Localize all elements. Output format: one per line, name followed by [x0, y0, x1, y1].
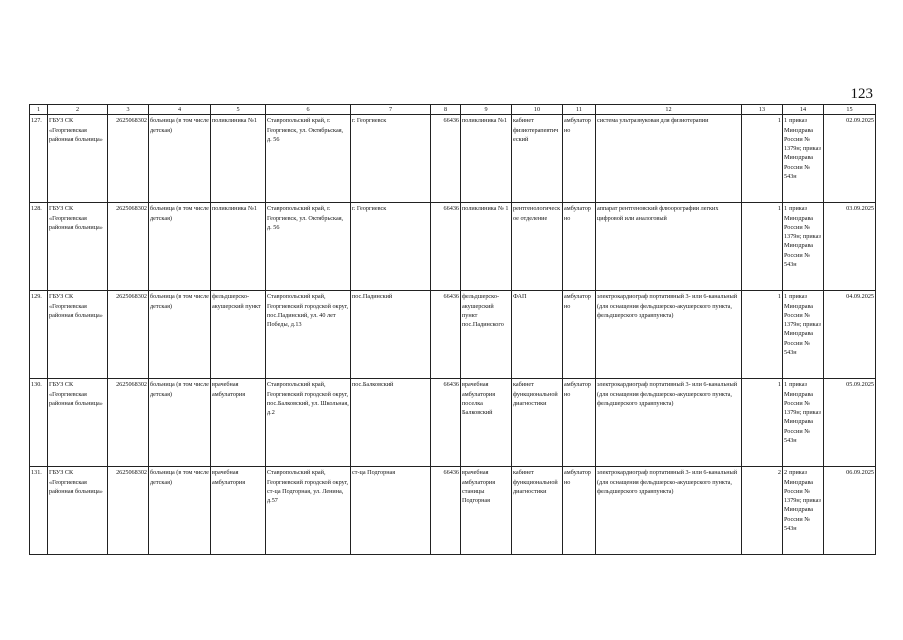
inn: 2625068302	[108, 467, 149, 555]
department: кабинет функциональной диагностики	[512, 379, 563, 467]
organization: ГБУЗ СК «Георгиевская районная больница»	[48, 291, 108, 379]
inn: 2625068302	[108, 115, 149, 203]
order-ref	[783, 291, 824, 379]
inn: 2625068302	[108, 291, 149, 379]
date: 02.09.2025	[824, 115, 876, 203]
inn: 2625068302	[108, 203, 149, 291]
row-number: 128.	[30, 203, 48, 291]
column-header: 6	[266, 105, 351, 115]
address: Ставропольский край, Георгиевский городской округ, ст-ца Подгорная, ул. Ленина, д.57	[266, 467, 351, 555]
page-number: 123	[850, 86, 873, 102]
code: 66436	[431, 291, 461, 379]
table-row	[30, 203, 876, 291]
locality: пос.Балковский	[351, 379, 431, 467]
department: кабинет функциональной диагностики	[512, 467, 563, 555]
date: 06.09.2025	[824, 467, 876, 555]
department: рентгенологическое отделение	[512, 203, 563, 291]
unit: врачебная амбулатория	[211, 379, 266, 467]
care-form: амбулаторно	[563, 379, 596, 467]
care-form: амбулаторно	[563, 291, 596, 379]
column-header: 5	[211, 105, 266, 115]
code: 66436	[431, 115, 461, 203]
address: Ставропольский край, Георгиевский городской округ, пос.Падинский, ул. 40 лет Победы, д.13	[266, 291, 351, 379]
order-text: приказ Минздрава России № 1379н; приказ Минздрава России № 543н	[784, 205, 821, 269]
unit: поликлиника №1	[211, 115, 266, 203]
header-row	[30, 105, 876, 115]
code: 66436	[431, 379, 461, 467]
column-header: 10	[512, 105, 563, 115]
quantity: 1	[742, 115, 783, 203]
column-header: 7	[351, 105, 431, 115]
address: Ставропольский край, г. Георгиевск, ул. Октябрьская, д. 56	[266, 203, 351, 291]
facility-type: больница (в том числе детская)	[149, 379, 211, 467]
column-header: 15	[824, 105, 876, 115]
department: ФАП	[512, 291, 563, 379]
order-ref	[783, 467, 824, 555]
column-header: 13	[742, 105, 783, 115]
column-header: 12	[596, 105, 742, 115]
care-form: амбулаторно	[563, 467, 596, 555]
equipment: система ультразвуковая для физиотерапии	[596, 115, 742, 203]
column-header: 1	[30, 105, 48, 115]
facility-type: больница (в том числе детская)	[149, 467, 211, 555]
column-header: 11	[563, 105, 596, 115]
locality: г. Георгиевск	[351, 115, 431, 203]
quantity: 1	[742, 379, 783, 467]
locality: пос.Падинский	[351, 291, 431, 379]
table-row	[30, 291, 876, 379]
department: кабинет физиотерапевтический	[512, 115, 563, 203]
organization: ГБУЗ СК «Георгиевская районная больница»	[48, 467, 108, 555]
organization: ГБУЗ СК «Георгиевская районная больница»	[48, 115, 108, 203]
code: 66436	[431, 203, 461, 291]
order-ref	[783, 203, 824, 291]
subunit: врачебная амбулатория станицы Подгорная	[461, 467, 512, 555]
organization: ГБУЗ СК «Георгиевская районная больница»	[48, 379, 108, 467]
column-header: 3	[108, 105, 149, 115]
inn: 2625068302	[108, 379, 149, 467]
code: 66436	[431, 467, 461, 555]
subunit: поликлиника №1	[461, 115, 512, 203]
date: 04.09.2025	[824, 291, 876, 379]
organization: ГБУЗ СК «Георгиевская районная больница»	[48, 203, 108, 291]
quantity: 2	[784, 469, 788, 477]
equipment: электрокардиограф портативный 3- или 6-канальный (для оснащения фельдшерско-акушерского пункта, фельдшерского здравпункта)	[596, 379, 742, 467]
equipment: аппарат рентгеновский флюорографии легких цифровой или аналоговый	[596, 203, 742, 291]
column-header: 8	[431, 105, 461, 115]
subunit: врачебная амбулатория поселка Балковский	[461, 379, 512, 467]
quantity: 1	[784, 381, 788, 389]
unit: фельдшерско-акушерский пункт	[211, 291, 266, 379]
row-number: 131.	[30, 467, 48, 555]
row-number: 129.	[30, 291, 48, 379]
equipment: электрокардиограф портативный 3- или 6-канальный (для оснащения фельдшерско-акушерского пункта, фельдшерского здравпункта)	[596, 467, 742, 555]
order-text: приказ Минздрава России № 1379н; приказ Минздрава России № 543н	[784, 293, 821, 357]
column-header: 2	[48, 105, 108, 115]
table-row	[30, 467, 876, 555]
quantity: 1	[784, 117, 788, 125]
locality: г. Георгиевск	[351, 203, 431, 291]
unit: поликлиника №1	[211, 203, 266, 291]
order-text: приказ Минздрава России № 1379н; приказ Минздрава России № 543н	[784, 117, 821, 181]
date: 03.09.2025	[824, 203, 876, 291]
locality: ст-ца Подгорная	[351, 467, 431, 555]
care-form: амбулаторно	[563, 203, 596, 291]
address: Ставропольский край, Георгиевский городской округ, пос.Балковский, ул. Школьная, д.2	[266, 379, 351, 467]
column-header: 9	[461, 105, 512, 115]
order-ref	[783, 115, 824, 203]
quantity: 2	[742, 467, 783, 555]
date: 05.09.2025	[824, 379, 876, 467]
row-number: 127.	[30, 115, 48, 203]
quantity: 1	[784, 293, 788, 301]
facility-type: больница (в том числе детская)	[149, 291, 211, 379]
quantity: 1	[784, 205, 788, 213]
equipment-table	[29, 104, 876, 555]
facility-type: больница (в том числе детская)	[149, 115, 211, 203]
column-header: 4	[149, 105, 211, 115]
subunit: фельдшерско-акушерский пункт пос.Падинского	[461, 291, 512, 379]
column-header: 14	[783, 105, 824, 115]
quantity: 1	[742, 291, 783, 379]
order-text: приказ Минздрава России № 1379н; приказ Минздрава России № 543н	[784, 381, 821, 445]
quantity: 1	[742, 203, 783, 291]
row-number: 130.	[30, 379, 48, 467]
order-ref	[783, 379, 824, 467]
table-row	[30, 379, 876, 467]
facility-type: больница (в том числе детская)	[149, 203, 211, 291]
equipment: электрокардиограф портативный 3- или 6-канальный (для оснащения фельдшерско-акушерского пункта, фельдшерского здравпункта)	[596, 291, 742, 379]
order-text: приказ Минздрава России № 1379н; приказ Минздрава России № 543н	[784, 469, 821, 533]
care-form: амбулаторно	[563, 115, 596, 203]
address: Ставропольский край, г. Георгиевск, ул. Октябрьская, д. 56	[266, 115, 351, 203]
subunit: поликлиника № 1	[461, 203, 512, 291]
table-row	[30, 115, 876, 203]
unit: врачебная амбулатория	[211, 467, 266, 555]
